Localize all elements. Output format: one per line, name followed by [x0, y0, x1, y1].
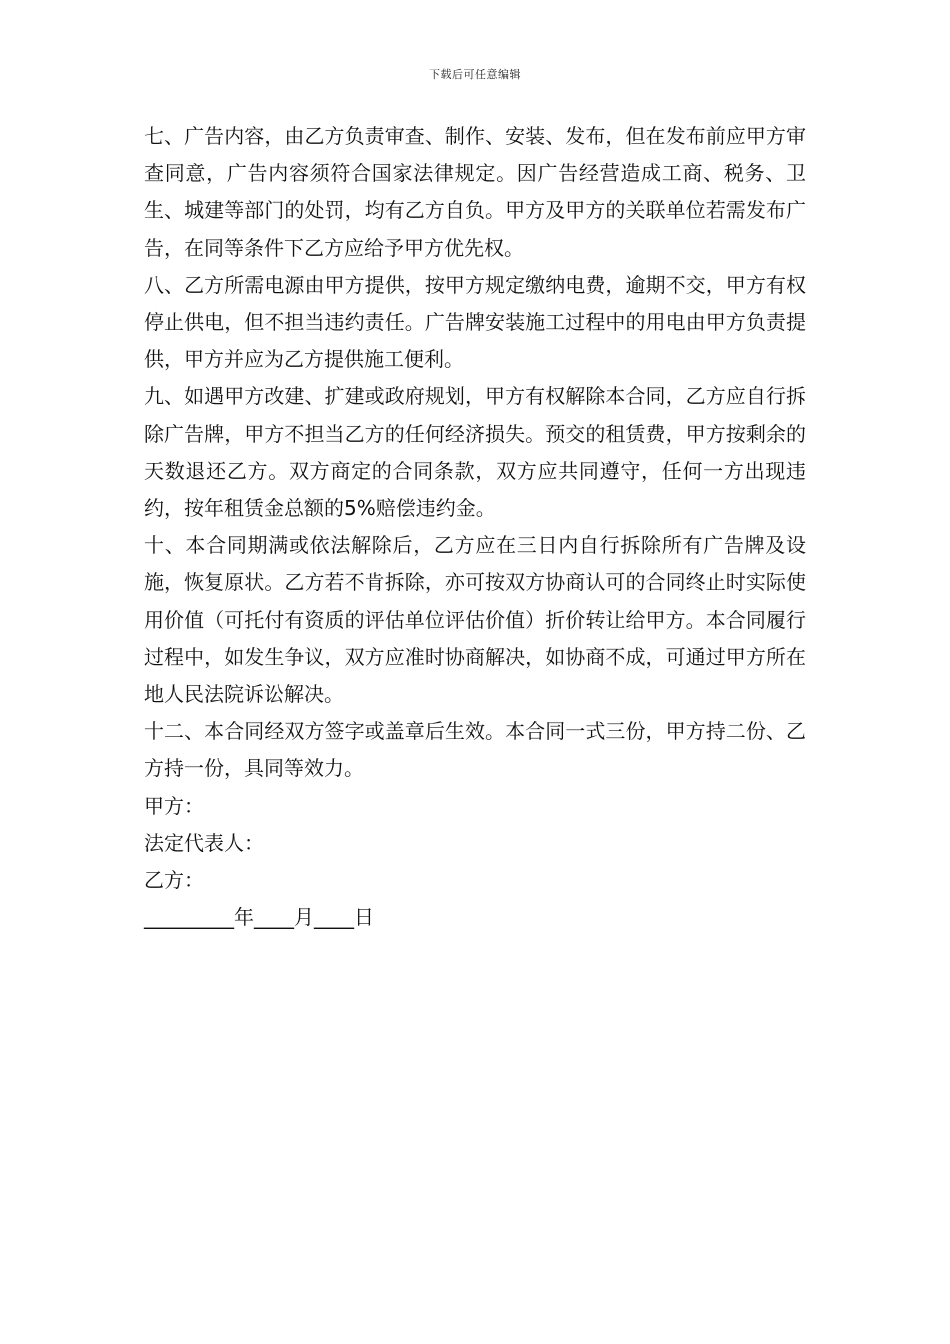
contract-body	[144, 118, 806, 936]
clause-8: 八、乙方所需电源由甲方提供，按甲方规定缴纳电费，逾期不交，甲方有权停止供电，但不担当违约责任。广告牌安装施工过程中的用电由甲方负责提供，甲方并应为乙方提供施工便利。	[144, 272, 806, 372]
clause-9: 九、如遇甲方改建、扩建或政府规划，甲方有权解除本合同，乙方应自行拆除广告牌，甲方不担当乙方的任何经济损失。预交的租赁费，甲方按剩余的天数退还乙方。双方商定的合同条款，双方应共同遵守，任何一方出现违约，按年租赁金总额的5%赔偿违约金。	[144, 384, 806, 521]
clause-10: 十、本合同期满或依法解除后，乙方应在三日内自行拆除所有广告牌及设施，恢复原状。乙方若不肯拆除，亦可按双方协商认可的合同终止时实际使用价值（可托付有资质的评估单位评估价值）折价转让给甲方。本合同履行过程中，如发生争议，双方应准时协商解决，如协商不成，可通过甲方所在地人民法院诉讼解决。	[144, 533, 806, 707]
clause-7: 七、广告内容，由乙方负责审查、制作、安装、发布，但在发布前应甲方审查同意，广告内容须符合国家法律规定。因广告经营造成工商、税务、卫生、城建等部门的处罚，均有乙方自负。甲方及甲方的关联单位若需发布广告，在同等条件下乙方应给予甲方优先权。	[144, 124, 806, 260]
clause-12: 十二、本合同经双方签字或盖章后生效。本合同一式三份，甲方持二份、乙方持一份，具同等效力。	[144, 719, 806, 781]
header-note: 下载后可任意编辑	[429, 68, 521, 81]
date-line: _________年____月____日	[144, 905, 374, 930]
legal-representative-label: 法定代表人：	[144, 830, 264, 855]
party-a-label: 甲方：	[144, 793, 204, 818]
party-b-label: 乙方：	[144, 868, 204, 893]
